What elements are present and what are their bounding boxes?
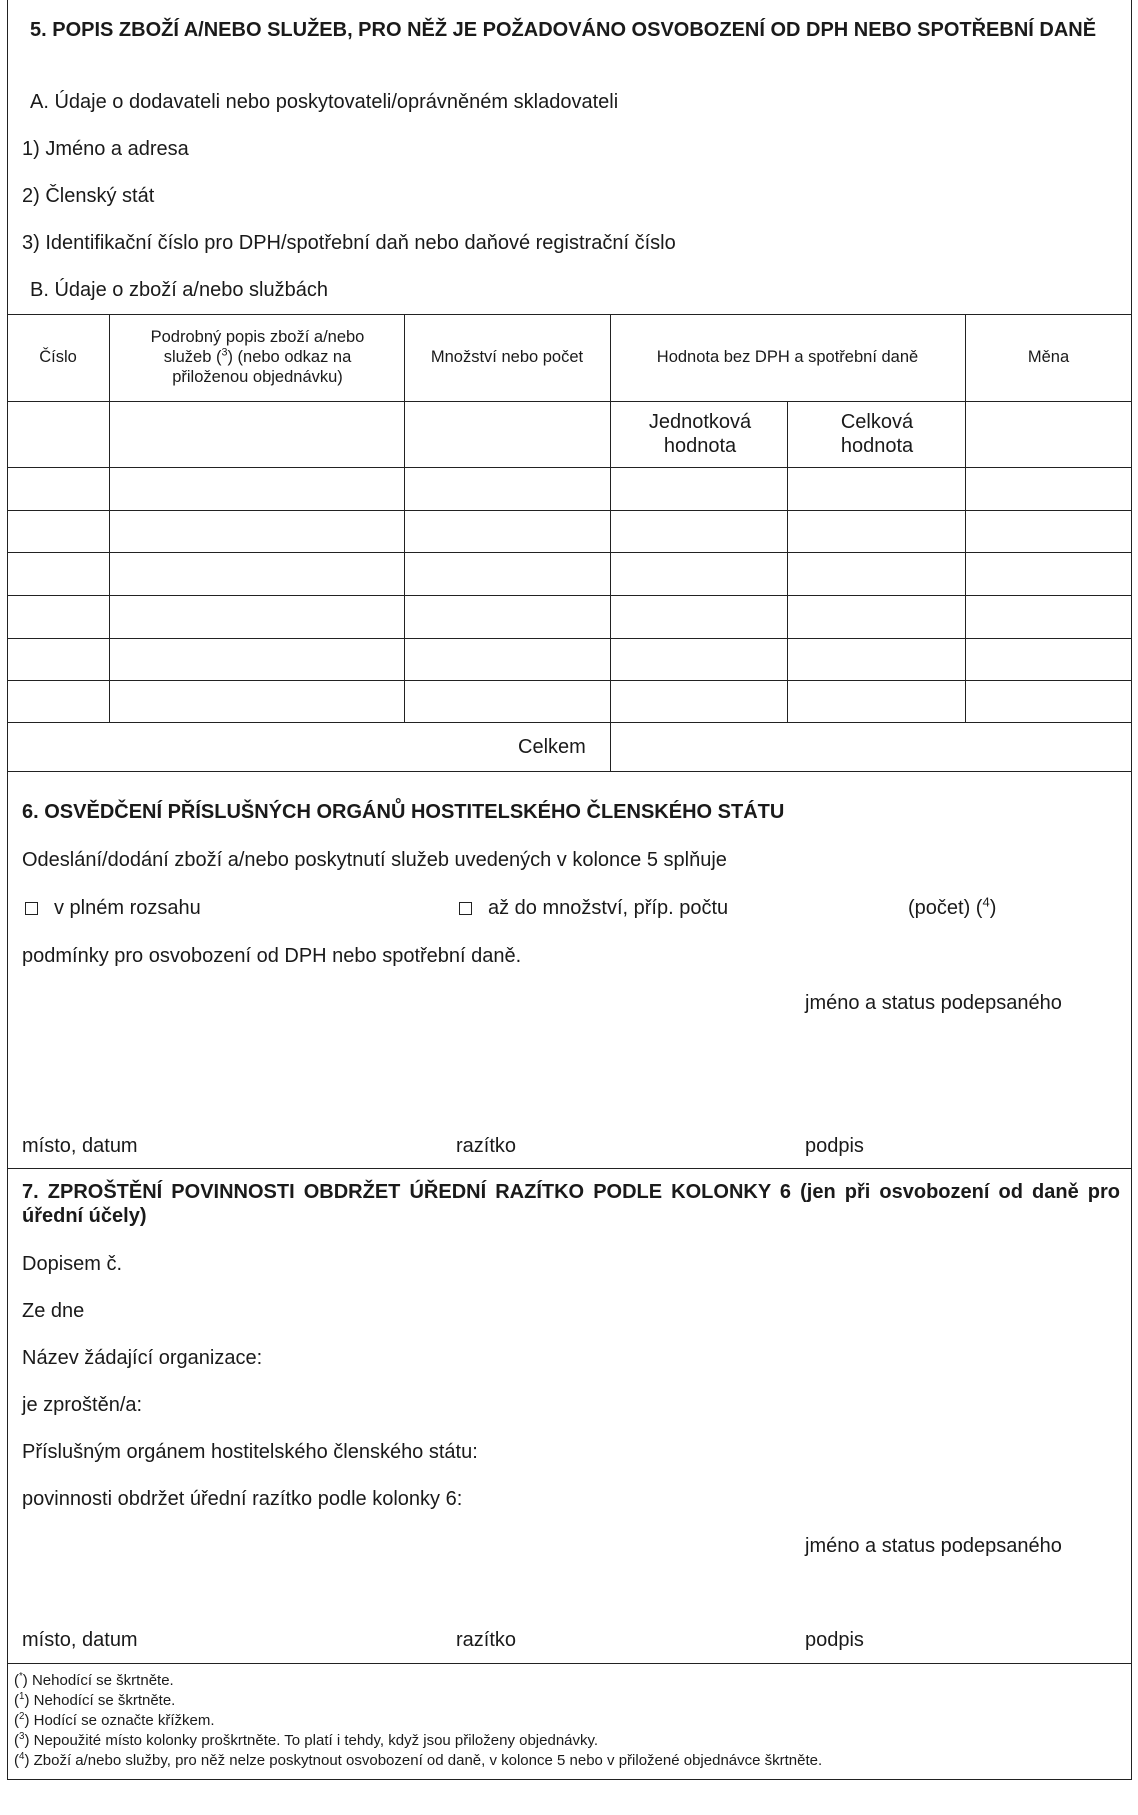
table-row[interactable] xyxy=(8,553,1131,594)
count-label: (počet) ($^4$) xyxy=(908,894,997,919)
footnote: ($^1$) Nehodící se škrtněte. xyxy=(14,1691,176,1709)
table-row[interactable] xyxy=(8,596,1131,637)
competent-authority-label: Příslušným orgánem hostitelského členského státu: xyxy=(22,1441,478,1463)
exemption-conditions-text: podmínky pro osvobození od DPH nebo spotřební daně. xyxy=(22,945,522,967)
section5-a-title: A. Údaje o dodavateli nebo poskytovateli/oprávněném skladovateli xyxy=(30,91,619,113)
col-number-header: Číslo xyxy=(39,348,77,366)
footnote: ($^2$) Hodící se označte křížkem. xyxy=(14,1711,215,1729)
signer-name-status-label: jméno a status podepsaného xyxy=(805,992,1062,1014)
place-date-label: místo, datum xyxy=(22,1629,138,1651)
col-description-header: Podrobný popis zboží a/nebo služeb ($^3$) (nebo odkaz na přiloženou objednávku) xyxy=(150,328,365,386)
stamp-label: razítko xyxy=(456,1135,517,1157)
table-row[interactable] xyxy=(8,468,1131,509)
date-from-label: Ze dne xyxy=(22,1300,85,1322)
table-row[interactable] xyxy=(8,639,1131,679)
requesting-organization-label: Název žádající organizace: xyxy=(22,1347,263,1369)
table-row[interactable] xyxy=(8,681,1131,721)
total-value-field[interactable] xyxy=(612,724,1131,770)
sub-unit-value-header: Jednotková hodnota xyxy=(648,411,752,457)
signer-name-status-label: jméno a status podepsaného xyxy=(805,1535,1062,1557)
section6-heading: 6. OSVĚDČENÍ PŘÍSLUŠNÝCH ORGÁNŮ HOSTITELSKÉHO ČLENSKÉHO STÁTU xyxy=(22,801,785,823)
footnote: ($^4$) Zboží a/nebo služby, pro něž nelze poskytnout osvobození od daně, v kolonce 5 nebo v přiložené objednávce škrtněte. xyxy=(14,1751,823,1769)
up-to-quantity-label: až do množství, příp. počtu xyxy=(488,897,729,919)
sub-total-value-header: Celková hodnota xyxy=(840,411,914,457)
section6-statement: Odeslání/dodání zboží a/nebo poskytnutí služeb uvedených v kolonce 5 splňuje xyxy=(22,849,727,871)
vat-id-label: 3) Identifikační číslo pro DPH/spotřební daň nebo daňové registrační číslo xyxy=(22,232,676,254)
col-value-header: Hodnota bez DPH a spotřební daně xyxy=(656,348,919,366)
letter-number-label: Dopisem č. xyxy=(22,1253,123,1275)
footnote: ($^3$) Nepoužité místo kolonky proškrtněte. To platí i tehdy, když jsou přiloženy objednávky. xyxy=(14,1731,599,1749)
section5-heading: 5. POPIS ZBOŽÍ A/NEBO SLUŽEB, PRO NĚŽ JE POŽADOVÁNO OSVOBOZENÍ OD DPH NEBO SPOTŘEBNÍ DANĚ xyxy=(30,19,1097,41)
signature-label: podpis xyxy=(805,1629,864,1651)
place-date-label: místo, datum xyxy=(22,1135,138,1157)
table-row[interactable] xyxy=(8,511,1131,551)
full-extent-label: v plném rozsahu xyxy=(54,897,201,919)
member-state-label: 2) Členský stát xyxy=(22,185,155,207)
col-currency-header: Měna xyxy=(1027,348,1070,366)
section5-b-title: B. Údaje o zboží a/nebo službách xyxy=(30,279,328,301)
stamp-label: razítko xyxy=(456,1629,517,1651)
signature-label: podpis xyxy=(805,1135,864,1157)
up-to-quantity-checkbox[interactable] xyxy=(459,902,472,915)
total-label: Celkem xyxy=(518,736,586,758)
section7-heading: 7. ZPROŠTĚNÍ POVINNOSTI OBDRŽET ÚŘEDNÍ RAZÍTKO PODLE KOLONKY 6 (jen při osvobození od daně pro úřední účely) xyxy=(22,1181,1120,1227)
stamp-obligation-label: povinnosti obdržet úřední razítko podle kolonky 6: xyxy=(22,1488,463,1510)
col-quantity-header: Množství nebo počet xyxy=(430,348,584,366)
supplier-name-address-label: 1) Jméno a adresa xyxy=(22,138,189,160)
footnote: (*) Nehodící se škrtněte. xyxy=(14,1671,174,1689)
form-frame xyxy=(7,0,1132,1780)
exempted-label: je zproštěn/a: xyxy=(22,1394,143,1416)
full-extent-checkbox[interactable] xyxy=(25,902,38,915)
